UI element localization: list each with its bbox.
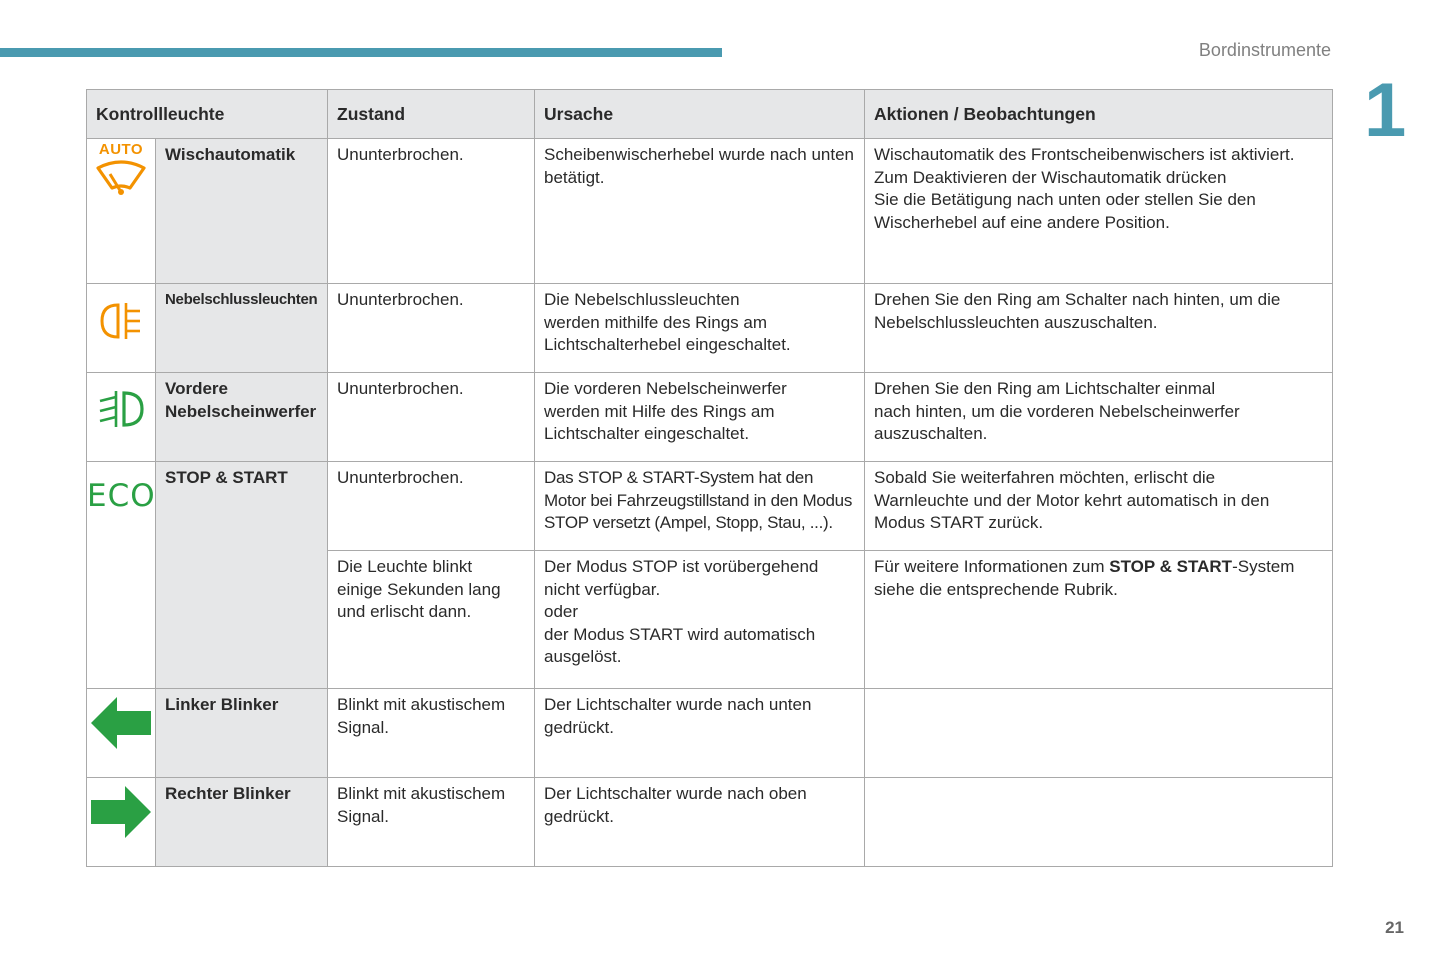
indicator-icon-cell [87,139,156,284]
state-cell [328,778,535,867]
eco-icon: ECO [87,478,156,514]
indicator-icon-cell [87,284,156,373]
right-turn-signal-icon [89,784,153,840]
text-line: gedrückt. [544,717,614,737]
text-line: Drehen Sie den Ring am Schalter nach hinten, um die [874,290,1281,309]
text-line: siehe die entsprechende Rubrik. [874,579,1118,599]
text-line: Blinkt mit akustischem [337,784,506,803]
text-line: ausgelöst. [544,647,622,666]
text-line: einige Sekunden lang [337,579,501,599]
cause-cell [535,689,865,778]
cause-cell: Scheibenwischerhebel wurde nach unten betätigt. [535,139,865,284]
indicator-name: Nebelschlussleuchten [156,284,328,373]
text-line: Wischautomatik des Frontscheibenwischers ist aktiviert. [874,145,1295,164]
column-header-cause: Ursache [535,90,865,139]
left-turn-signal-icon [89,695,153,751]
text-fragment: Für weitere Informationen zum [874,557,1110,576]
warning-lights-table [86,89,1333,867]
column-header-indicator: Kontrollleuchte [87,90,328,139]
text-line: Sobald Sie weiterfahren möchten, erlischt die [874,468,1216,487]
text-line: Der Lichtschalter wurde nach unten [544,695,812,714]
text-line: Modus START zurück. [874,513,1044,532]
state-cell: Ununterbrochen. [328,139,535,284]
text-line: Nebelschlussleuchten auszuschalten. [874,312,1158,332]
cause-cell [535,551,865,689]
text-line: Signal. [337,717,389,737]
cause-cell [535,373,865,462]
table-header-row [87,90,1333,139]
section-title: Bordinstrumente [1198,40,1331,60]
indicator-name: STOP & START [156,462,328,689]
text-line: Die Nebelschlussleuchten [544,290,740,309]
text-fragment: -System [1232,557,1295,576]
wiper-auto-icon [94,158,148,198]
bold-term: STOP & START [1109,557,1233,576]
text-line: Blinkt mit akustischem [337,695,506,714]
table-row [87,284,1333,373]
text-line: Sie die Betätigung nach unten oder stellen Sie den [874,190,1256,209]
text-line: der Modus START wird automatisch [544,624,816,644]
text-line: oder [544,602,579,621]
actions-cell [865,689,1333,778]
actions-cell [865,139,1333,284]
text-line: auszuschalten. [874,424,988,443]
state-cell: Ununterbrochen. [328,284,535,373]
text-line: Motor bei Fahrzeugstillstand in den Modus [544,490,853,510]
text-line: STOP versetzt (Ampel, Stopp, Stau, ...). [544,513,833,532]
table-row [87,689,1333,778]
text-line: werden mit Hilfe des Rings am [544,401,775,421]
text-line: Drehen Sie den Ring am Lichtschalter einmal [874,379,1216,398]
cause-cell [535,284,865,373]
indicator-icon-cell [87,462,156,689]
text-line: Signal. [337,806,389,826]
text-line: Zum Deaktivieren der Wischautomatik drücken [874,167,1227,187]
table-row [87,462,1333,551]
text-line: Die Leuchte blinkt [337,557,473,576]
state-cell: Ununterbrochen. [328,373,535,462]
cause-cell [535,462,865,551]
indicator-icon-cell [87,778,156,867]
indicator-name: Rechter Blinker [156,778,328,867]
state-cell: Ununterbrochen. [328,462,535,551]
table-row [87,139,1333,284]
indicator-name [156,373,328,462]
text-line: Die vorderen Nebelscheinwerfer [544,379,787,398]
text-line: Lichtschalterhebel eingeschaltet. [544,335,791,354]
actions-cell [865,284,1333,373]
text-line: nicht verfügbar. [544,579,661,599]
state-cell [328,551,535,689]
actions-cell [865,778,1333,867]
text-line: Der Lichtschalter wurde nach oben [544,784,807,803]
text-line [874,556,1323,579]
text-line: Wischerhebel auf eine andere Position. [874,212,1170,232]
indicator-icon-cell [87,689,156,778]
text-line: nach hinten, um die vorderen Nebelscheinwerfer [874,401,1240,421]
indicator-name: Wischautomatik [156,139,328,284]
column-header-actions: Aktionen / Beobachtungen [865,90,1333,139]
page-number: 21 [1385,918,1404,937]
indicator-icon-cell [87,373,156,462]
text-line: Der Modus STOP ist vorübergehend [544,557,819,576]
text-line: werden mithilfe des Rings am [544,312,767,332]
actions-cell [865,551,1333,689]
table-row [87,373,1333,462]
text-line: Das STOP & START-System hat den [544,468,814,487]
state-cell [328,689,535,778]
text-line: Vordere [165,379,228,398]
auto-label: AUTO [98,141,144,158]
front-fog-light-icon [94,387,148,431]
text-line: gedrückt. [544,806,614,826]
table-row [87,778,1333,867]
text-line: Warnleuchte und der Motor kehrt automatisch in den [874,490,1270,510]
actions-cell [865,373,1333,462]
cause-cell [535,778,865,867]
actions-cell [865,462,1333,551]
rear-fog-light-icon [96,299,146,343]
header-accent-bar [0,48,722,57]
indicator-name: Linker Blinker [156,689,328,778]
text-line: und erlischt dann. [337,602,472,621]
column-header-state: Zustand [328,90,535,139]
chapter-number: 1 [1364,68,1407,153]
text-line: Nebelscheinwerfer [165,401,317,421]
text-line: Lichtschalter eingeschaltet. [544,424,750,443]
